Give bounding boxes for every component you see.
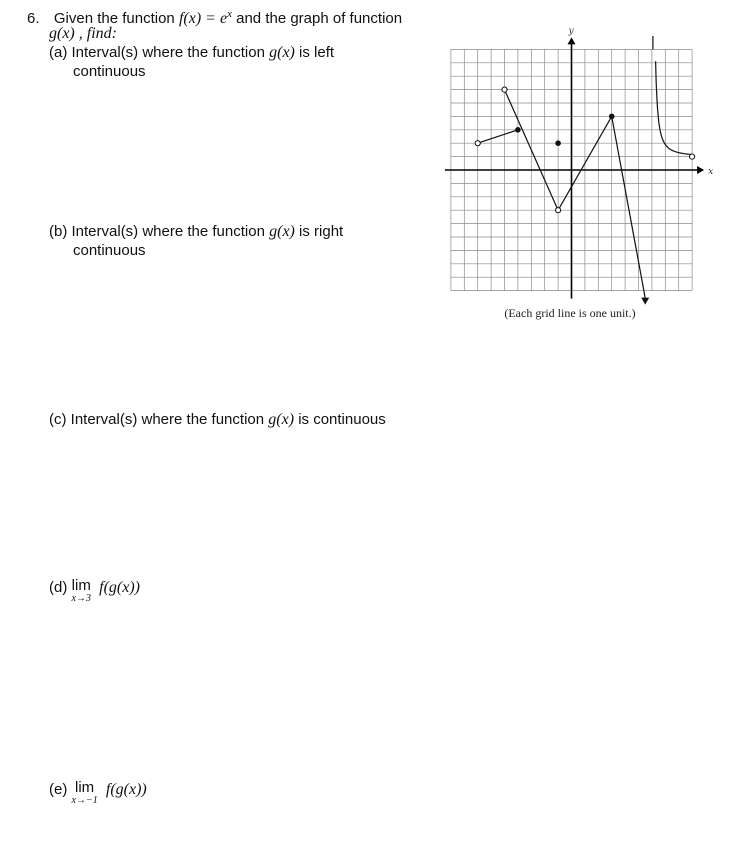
- closed-point: [515, 127, 521, 133]
- part-b: (b) Interval(s) where the function g(x) is right: [49, 223, 344, 240]
- part-b-line2: continuous: [73, 242, 146, 259]
- intro-tail: and the graph of function: [236, 10, 403, 27]
- graph-segment: [612, 116, 644, 290]
- open-point: [556, 208, 561, 213]
- right-curve: [656, 61, 693, 154]
- part-a: (a) Interval(s) where the function g(x) is left: [49, 44, 335, 61]
- g-find: g(x) , find:: [49, 25, 117, 42]
- x-axis-label: x: [708, 167, 714, 177]
- graph-segment: [478, 130, 518, 143]
- part-d: (d) lim x→3 f(g(x)): [49, 577, 140, 604]
- part-e: (e) lim x→−1 f(g(x)): [49, 779, 147, 806]
- part-a-line2: continuous: [73, 63, 146, 80]
- function-graph: [438, 22, 714, 304]
- problem-number: 6.: [27, 10, 40, 27]
- closed-point: [555, 140, 561, 146]
- intro-text: Given the function: [53, 10, 175, 27]
- find-line: [49, 24, 117, 43]
- open-point: [690, 154, 695, 159]
- y-axis-arrow: [568, 37, 576, 44]
- x-axis-arrow: [697, 166, 704, 174]
- graph-caption: (Each grid line is one unit.): [504, 306, 636, 320]
- y-axis-label: y: [568, 26, 574, 37]
- branch-arrow: [641, 298, 649, 305]
- limit-d: lim x→3: [71, 577, 91, 604]
- open-point: [475, 141, 480, 146]
- f-definition: $f(x) = e^x$: [178, 8, 232, 27]
- closed-point: [609, 114, 615, 120]
- open-point: [502, 87, 507, 92]
- part-c: (c) Interval(s) where the function g(x) is continuous: [49, 411, 386, 428]
- limit-e: lim x→−1: [71, 779, 98, 806]
- branch-tail: [644, 291, 645, 299]
